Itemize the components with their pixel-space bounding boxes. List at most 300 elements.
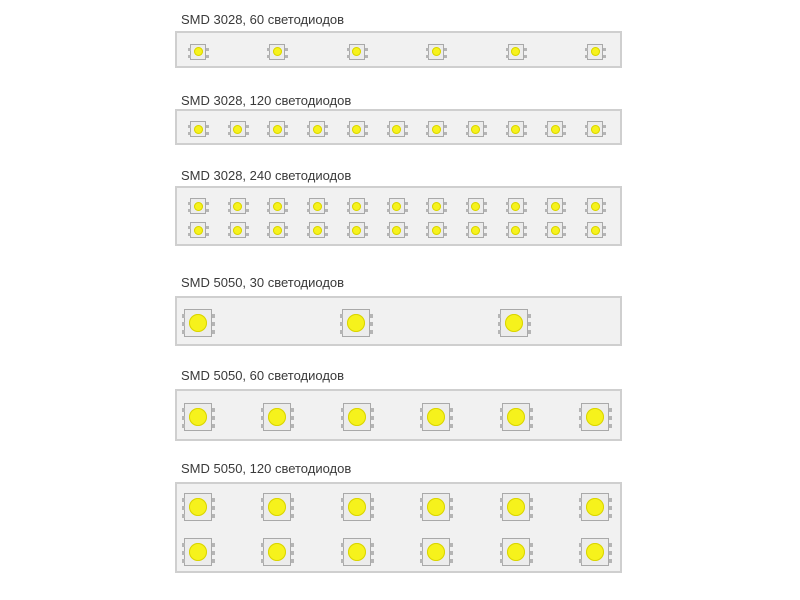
led-pad: [267, 48, 270, 51]
led-pad: [182, 322, 185, 326]
led-pad: [341, 424, 344, 428]
led-pad: [261, 416, 264, 420]
led-pad: [267, 209, 270, 212]
led-pad: [246, 209, 249, 212]
led-pad: [585, 209, 588, 212]
smd-5050-led: [184, 403, 212, 431]
led-pad: [506, 209, 509, 212]
led-pad: [585, 233, 588, 236]
led-light-icon: [471, 226, 480, 235]
led-pad: [585, 125, 588, 128]
led-pad: [500, 543, 503, 547]
led-pad: [341, 559, 344, 563]
led-light-icon: [586, 408, 604, 426]
led-pad: [545, 233, 548, 236]
led-pad: [609, 416, 612, 420]
smd-3028-led: [190, 121, 206, 137]
led-pad: [579, 506, 582, 510]
led-pad: [420, 559, 423, 563]
led-pad: [371, 416, 374, 420]
led-pad: [206, 233, 209, 236]
led-pad: [603, 202, 606, 205]
led-light-icon: [268, 543, 286, 561]
led-light-icon: [507, 543, 525, 561]
led-pad: [524, 202, 527, 205]
smd-5050-led: [581, 538, 609, 566]
led-pad: [444, 226, 447, 229]
led-pad: [285, 125, 288, 128]
smd-5050-led: [343, 538, 371, 566]
led-pad: [500, 559, 503, 563]
led-pad: [347, 209, 350, 212]
led-pad: [365, 226, 368, 229]
led-light-icon: [551, 202, 560, 211]
led-pad: [228, 209, 231, 212]
led-pad: [500, 551, 503, 555]
led-pad: [182, 424, 185, 428]
smd-3028-led: [269, 198, 285, 214]
led-pad: [524, 226, 527, 229]
led-light-icon: [507, 498, 525, 516]
led-pad: [528, 314, 531, 318]
smd-3028-led: [349, 222, 365, 238]
led-pad: [498, 330, 501, 334]
led-pad: [500, 506, 503, 510]
led-pad: [609, 559, 612, 563]
led-pad: [212, 514, 215, 518]
led-pad: [291, 424, 294, 428]
led-pad: [212, 543, 215, 547]
smd-3028-led: [389, 222, 405, 238]
led-pad: [365, 209, 368, 212]
led-pad: [212, 330, 215, 334]
led-pad: [405, 132, 408, 135]
led-pad: [426, 226, 429, 229]
led-light-icon: [268, 408, 286, 426]
led-pad: [261, 498, 264, 502]
led-pad: [466, 202, 469, 205]
led-pad: [182, 559, 185, 563]
led-pad: [500, 416, 503, 420]
led-light-icon: [194, 125, 203, 134]
led-pad: [246, 125, 249, 128]
led-light-icon: [347, 314, 365, 332]
led-pad: [307, 226, 310, 229]
led-pad: [291, 543, 294, 547]
led-strip: [175, 31, 622, 68]
led-pad: [182, 551, 185, 555]
smd-5050-led: [263, 403, 291, 431]
smd-3028-led: [468, 222, 484, 238]
strip-label: SMD 3028, 60 светодиодов: [181, 12, 345, 27]
led-pad: [188, 132, 191, 135]
led-pad: [420, 506, 423, 510]
smd-3028-led: [389, 198, 405, 214]
led-pad: [285, 55, 288, 58]
led-pad: [609, 551, 612, 555]
led-pad: [267, 226, 270, 229]
led-pad: [426, 209, 429, 212]
led-pad: [341, 543, 344, 547]
led-pad: [206, 48, 209, 51]
led-strip: [175, 109, 622, 145]
led-pad: [603, 209, 606, 212]
led-pad: [405, 226, 408, 229]
led-pad: [341, 514, 344, 518]
led-pad: [603, 226, 606, 229]
led-pad: [307, 209, 310, 212]
smd-5050-led: [422, 493, 450, 521]
led-pad: [530, 498, 533, 502]
smd-3028-led: [230, 222, 246, 238]
led-light-icon: [273, 226, 282, 235]
led-pad: [291, 416, 294, 420]
led-pad: [524, 132, 527, 135]
smd-3028-led: [587, 222, 603, 238]
led-pad: [450, 559, 453, 563]
led-pad: [500, 408, 503, 412]
led-pad: [609, 514, 612, 518]
led-light-icon: [273, 125, 282, 134]
led-pad: [188, 125, 191, 128]
led-light-icon: [348, 543, 366, 561]
led-pad: [420, 408, 423, 412]
led-light-icon: [432, 226, 441, 235]
led-pad: [206, 209, 209, 212]
smd-3028-led: [389, 121, 405, 137]
led-pad: [484, 233, 487, 236]
led-strip: [175, 296, 622, 346]
smd-3028-led: [508, 44, 524, 60]
led-pad: [426, 233, 429, 236]
led-pad: [365, 55, 368, 58]
led-pad: [563, 132, 566, 135]
led-pad: [285, 233, 288, 236]
led-pad: [347, 233, 350, 236]
led-pad: [579, 424, 582, 428]
led-light-icon: [233, 226, 242, 235]
led-light-icon: [392, 202, 401, 211]
led-pad: [450, 506, 453, 510]
led-pad: [370, 322, 373, 326]
led-light-icon: [392, 125, 401, 134]
smd-3028-led: [190, 198, 206, 214]
smd-5050-led: [502, 403, 530, 431]
led-pad: [188, 233, 191, 236]
led-pad: [182, 514, 185, 518]
led-pad: [450, 498, 453, 502]
led-light-icon: [348, 408, 366, 426]
led-pad: [267, 233, 270, 236]
smd-3028-led: [230, 198, 246, 214]
led-pad: [347, 125, 350, 128]
led-pad: [370, 330, 373, 334]
led-pad: [450, 514, 453, 518]
led-light-icon: [352, 202, 361, 211]
led-pad: [341, 506, 344, 510]
led-pad: [188, 226, 191, 229]
led-pad: [206, 125, 209, 128]
led-pad: [182, 408, 185, 412]
led-light-icon: [591, 226, 600, 235]
led-pad: [341, 498, 344, 502]
led-pad: [609, 408, 612, 412]
led-pad: [371, 514, 374, 518]
led-pad: [500, 514, 503, 518]
led-pad: [387, 125, 390, 128]
led-light-icon: [194, 47, 203, 56]
smd-3028-led: [349, 44, 365, 60]
led-pad: [246, 226, 249, 229]
led-light-icon: [392, 226, 401, 235]
led-pad: [545, 202, 548, 205]
led-pad: [530, 551, 533, 555]
led-pad: [325, 233, 328, 236]
led-pad: [420, 551, 423, 555]
led-light-icon: [471, 202, 480, 211]
led-pad: [371, 559, 374, 563]
smd-3028-led: [547, 222, 563, 238]
led-pad: [347, 226, 350, 229]
led-pad: [405, 233, 408, 236]
led-pad: [387, 209, 390, 212]
led-pad: [506, 132, 509, 135]
led-pad: [261, 408, 264, 412]
led-pad: [212, 314, 215, 318]
led-pad: [420, 416, 423, 420]
led-light-icon: [505, 314, 523, 332]
led-pad: [444, 233, 447, 236]
led-pad: [579, 408, 582, 412]
led-pad: [387, 233, 390, 236]
strip-label: SMD 5050, 120 светодиодов: [181, 461, 352, 476]
smd-3028-led: [349, 198, 365, 214]
led-pad: [291, 551, 294, 555]
smd-3028-led: [269, 222, 285, 238]
led-pad: [206, 226, 209, 229]
led-pad: [188, 209, 191, 212]
led-pad: [420, 543, 423, 547]
led-pad: [371, 498, 374, 502]
smd-3028-led: [468, 121, 484, 137]
smd-3028-led: [349, 121, 365, 137]
led-pad: [371, 424, 374, 428]
led-pad: [228, 125, 231, 128]
smd-3028-led: [587, 44, 603, 60]
led-pad: [585, 226, 588, 229]
led-pad: [603, 233, 606, 236]
smd-5050-led: [502, 538, 530, 566]
led-light-icon: [511, 125, 520, 134]
led-light-icon: [348, 498, 366, 516]
led-pad: [212, 559, 215, 563]
led-pad: [506, 233, 509, 236]
led-pad: [506, 55, 509, 58]
led-pad: [545, 209, 548, 212]
led-pad: [307, 202, 310, 205]
led-pad: [340, 330, 343, 334]
led-pad: [267, 202, 270, 205]
led-pad: [500, 498, 503, 502]
smd-5050-led: [184, 538, 212, 566]
led-pad: [524, 125, 527, 128]
led-pad: [188, 202, 191, 205]
led-pad: [484, 209, 487, 212]
led-strip: [175, 389, 622, 441]
led-pad: [450, 408, 453, 412]
led-pad: [466, 226, 469, 229]
led-pad: [365, 202, 368, 205]
smd-3028-led: [269, 44, 285, 60]
strip-label: SMD 3028, 120 светодиодов: [181, 93, 352, 108]
led-pad: [340, 322, 343, 326]
led-pad: [261, 424, 264, 428]
led-pad: [563, 209, 566, 212]
led-pad: [285, 226, 288, 229]
smd-3028-led: [190, 222, 206, 238]
led-pad: [545, 226, 548, 229]
led-pad: [444, 132, 447, 135]
led-pad: [267, 55, 270, 58]
led-pad: [444, 55, 447, 58]
led-pad: [530, 514, 533, 518]
led-light-icon: [591, 47, 600, 56]
led-pad: [603, 125, 606, 128]
smd-3028-led: [508, 198, 524, 214]
led-pad: [365, 132, 368, 135]
led-light-icon: [591, 202, 600, 211]
led-light-icon: [233, 202, 242, 211]
led-pad: [347, 48, 350, 51]
led-light-icon: [507, 408, 525, 426]
led-pad: [206, 55, 209, 58]
led-pad: [579, 551, 582, 555]
led-pad: [579, 559, 582, 563]
led-pad: [609, 543, 612, 547]
led-pad: [563, 233, 566, 236]
led-pad: [528, 330, 531, 334]
smd-5050-led: [263, 538, 291, 566]
led-pad: [371, 543, 374, 547]
led-light-icon: [471, 125, 480, 134]
led-pad: [530, 543, 533, 547]
led-pad: [347, 132, 350, 135]
led-pad: [524, 48, 527, 51]
led-light-icon: [189, 498, 207, 516]
smd-3028-led: [547, 121, 563, 137]
led-pad: [506, 226, 509, 229]
led-pad: [371, 408, 374, 412]
led-pad: [585, 132, 588, 135]
led-pad: [426, 48, 429, 51]
led-pad: [444, 125, 447, 128]
led-pad: [426, 132, 429, 135]
led-pad: [450, 424, 453, 428]
led-light-icon: [551, 226, 560, 235]
smd-5050-led: [184, 493, 212, 521]
led-light-icon: [194, 226, 203, 235]
led-pad: [545, 125, 548, 128]
smd-5050-led: [422, 538, 450, 566]
led-pad: [341, 551, 344, 555]
led-pad: [291, 506, 294, 510]
led-light-icon: [511, 202, 520, 211]
smd-5050-led: [422, 403, 450, 431]
led-pad: [500, 424, 503, 428]
led-light-icon: [194, 202, 203, 211]
smd-3028-led: [468, 198, 484, 214]
led-pad: [182, 314, 185, 318]
strip-label: SMD 5050, 30 светодиодов: [181, 275, 345, 290]
led-pad: [261, 543, 264, 547]
led-pad: [291, 408, 294, 412]
led-pad: [188, 55, 191, 58]
led-pad: [563, 202, 566, 205]
led-light-icon: [352, 125, 361, 134]
led-pad: [498, 314, 501, 318]
led-light-icon: [313, 226, 322, 235]
smd-3028-led: [428, 222, 444, 238]
led-pad: [426, 125, 429, 128]
led-pad: [524, 209, 527, 212]
led-light-icon: [432, 47, 441, 56]
led-pad: [506, 125, 509, 128]
led-pad: [528, 322, 531, 326]
led-light-icon: [427, 543, 445, 561]
led-pad: [530, 506, 533, 510]
smd-3028-led: [190, 44, 206, 60]
led-light-icon: [313, 125, 322, 134]
led-light-icon: [427, 408, 445, 426]
led-pad: [341, 408, 344, 412]
led-pad: [340, 314, 343, 318]
led-pad: [261, 559, 264, 563]
led-pad: [420, 498, 423, 502]
led-pad: [325, 209, 328, 212]
smd-3028-led: [428, 44, 444, 60]
led-light-icon: [273, 47, 282, 56]
led-pad: [563, 125, 566, 128]
led-light-icon: [313, 202, 322, 211]
smd-5050-led: [502, 493, 530, 521]
led-pad: [182, 416, 185, 420]
strip-label: SMD 3028, 240 светодиодов: [181, 168, 352, 183]
led-light-icon: [189, 543, 207, 561]
led-pad: [405, 125, 408, 128]
led-pad: [267, 125, 270, 128]
led-light-icon: [551, 125, 560, 134]
led-pad: [603, 48, 606, 51]
led-pad: [206, 202, 209, 205]
led-pad: [206, 132, 209, 135]
led-light-icon: [586, 543, 604, 561]
led-pad: [405, 209, 408, 212]
led-pad: [530, 424, 533, 428]
led-pad: [246, 132, 249, 135]
led-pad: [341, 416, 344, 420]
smd-5050-led: [581, 403, 609, 431]
led-pad: [291, 498, 294, 502]
smd-3028-led: [269, 121, 285, 137]
smd-3028-led: [547, 198, 563, 214]
led-pad: [563, 226, 566, 229]
led-light-icon: [189, 314, 207, 332]
led-pad: [212, 322, 215, 326]
led-pad: [267, 132, 270, 135]
smd-5050-led: [343, 403, 371, 431]
led-light-icon: [352, 47, 361, 56]
led-pad: [387, 132, 390, 135]
